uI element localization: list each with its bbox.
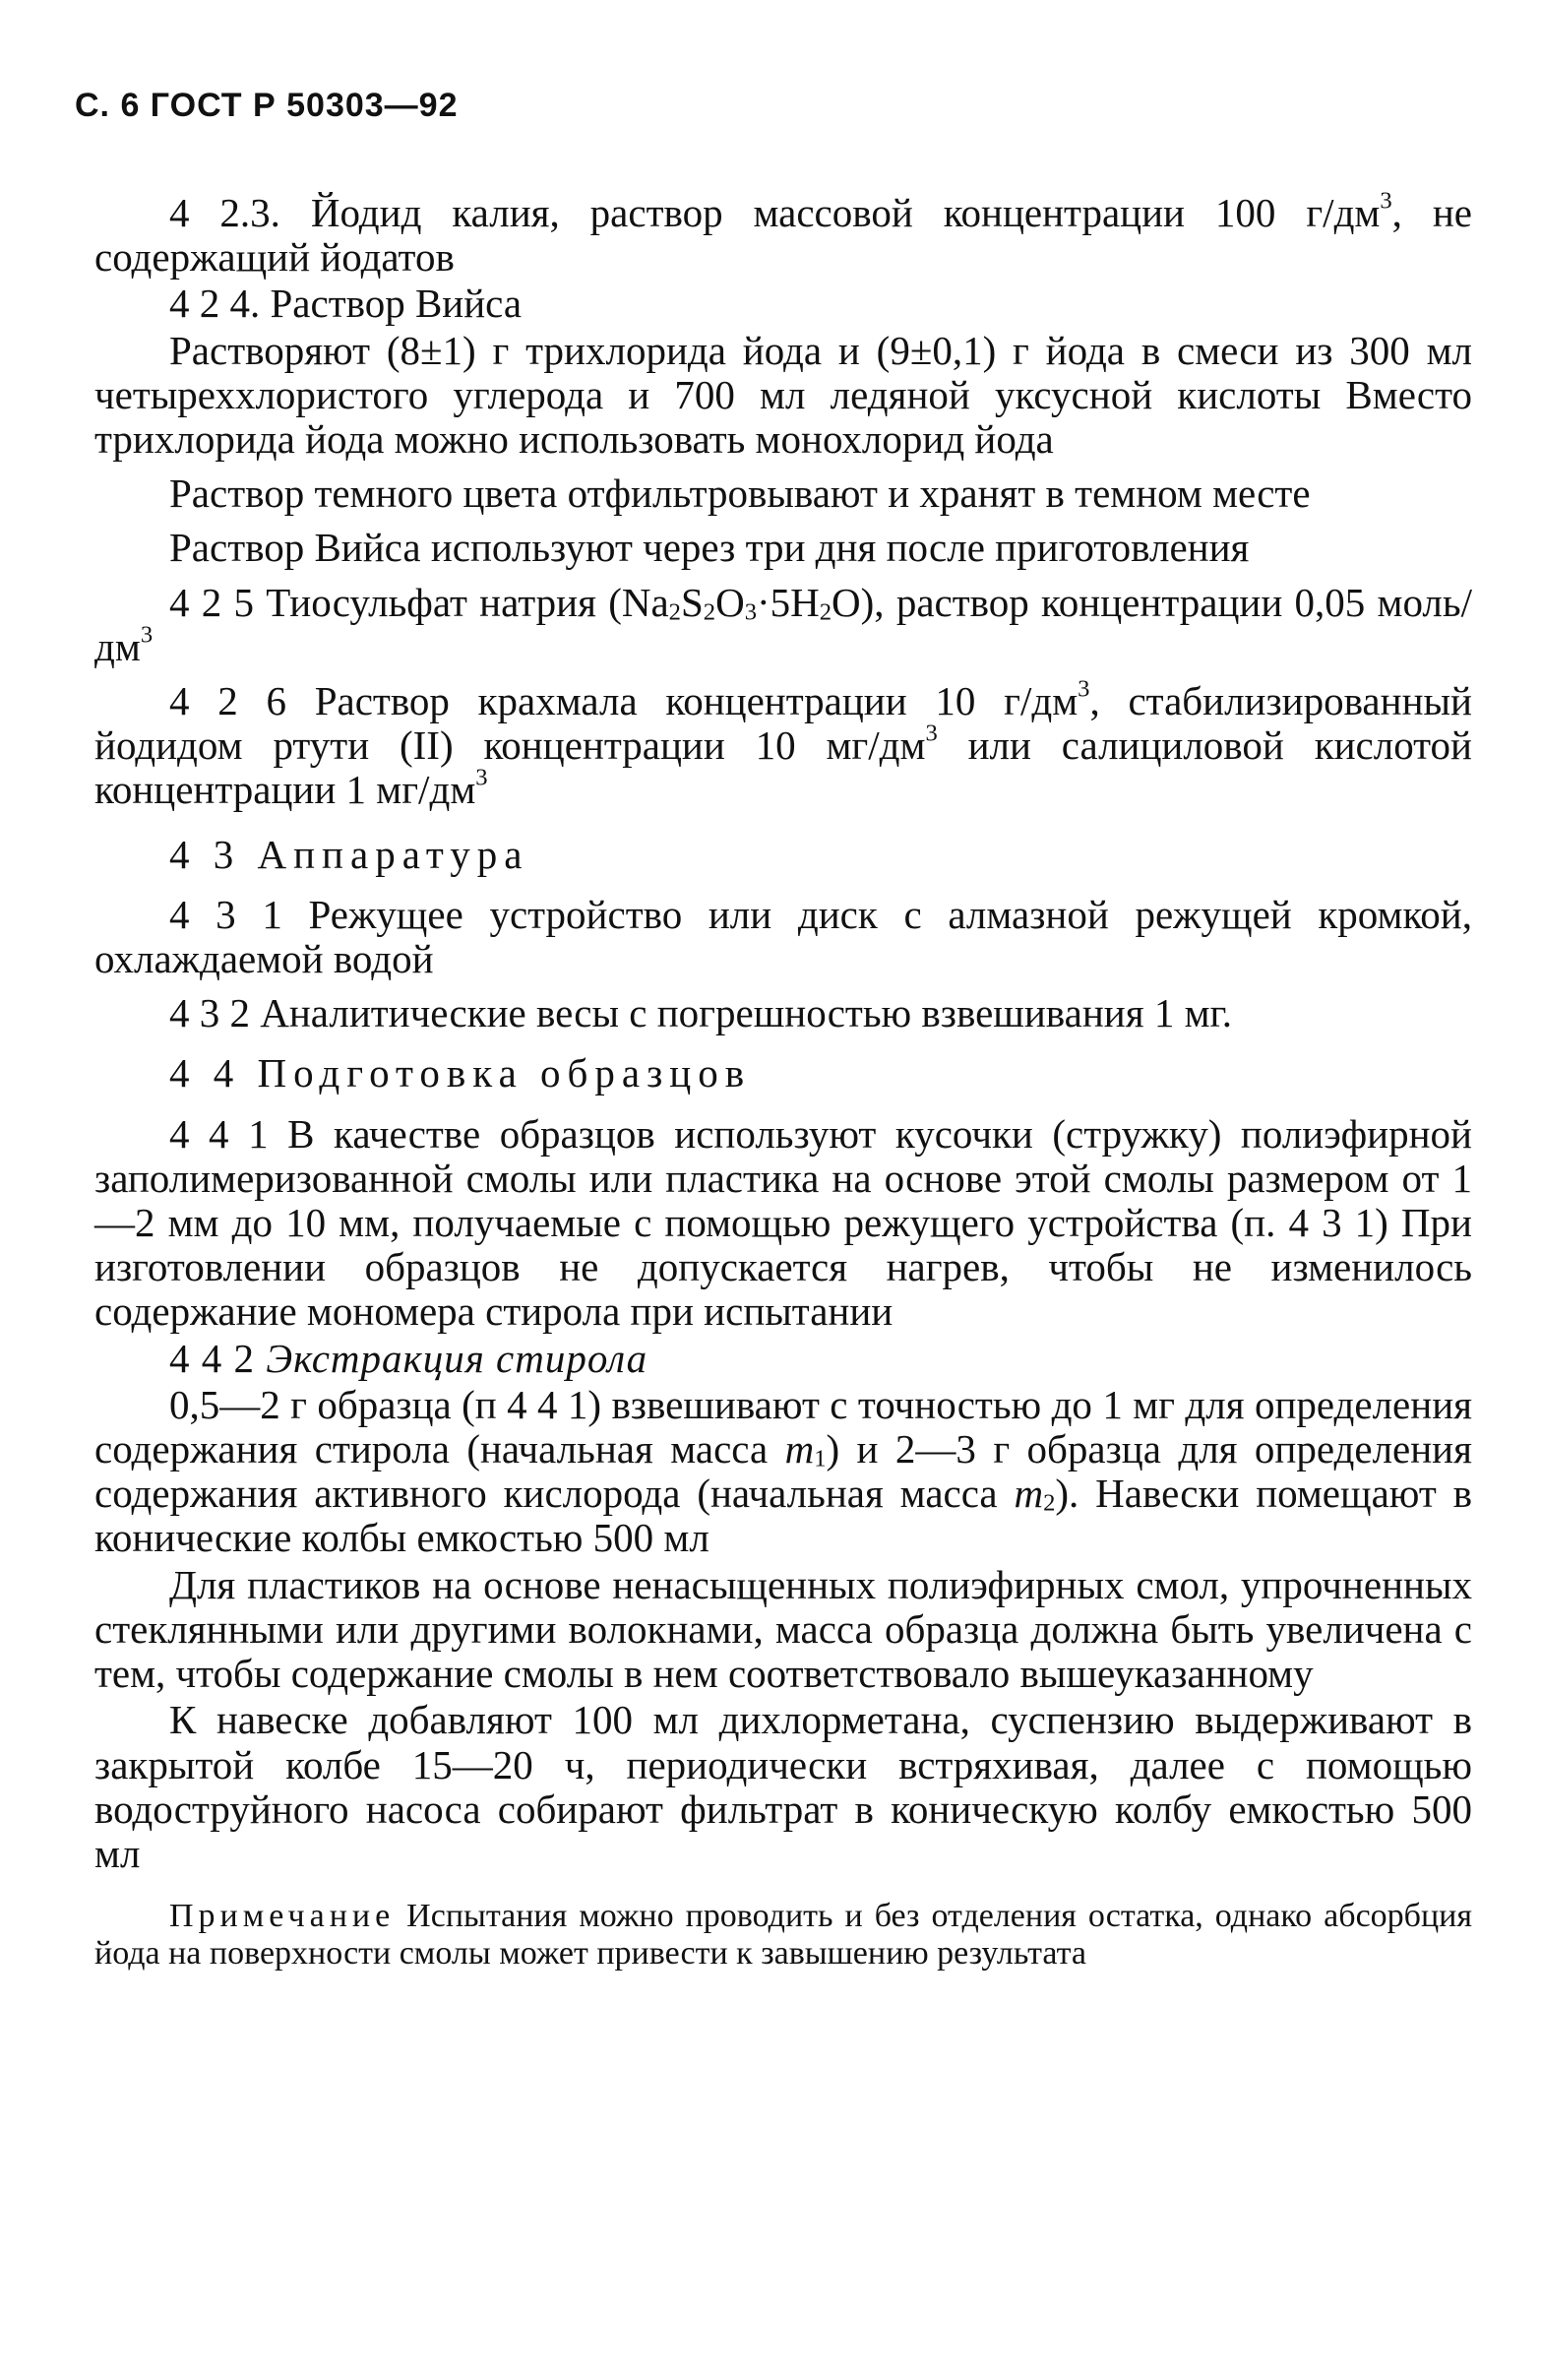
body-text (94, 187, 1472, 1973)
clause-4-2-6: 4 2 6 Раствор крахмала концентрации 10 $г/дм^3$, стабилизированный йодидом ртути (II) концентрации 10 $мг/дм^3$ или салициловой кислотой концентрации 1 $мг/дм^3$ (94, 675, 1472, 813)
extraction-paragraph: 0,5—2 г образца (п 4 4 1) взвешивают с точностью до 1 мг для определения содержания стирола (начальная масса $m_1$) и 2—3 г образца для определения содержания активного кислорода (начальная масса $m_2$). Навески помещают в конические колбы емкостью 500 мл (94, 1381, 1472, 1561)
clause-4-2-3: 4 2.3. Йодид калия, раствор массовой концентрации 100 $г/дм^3$, не содержащий йодатов (94, 187, 1472, 281)
note-label: Примечание (169, 1898, 396, 1935)
clause-4-4-1: 4 4 1 В качестве образцов используют кусочки (стружку) полиэфирной заполимеризованной смолы или пластика на основе этой смолы размером от 1—2 мм до 10 мм, получаемые с помощью режущего устройства (п. 4 3 1) При изготовлении образцов не допускается нагрев, чтобы не изменилось содержание мономера стирола при испытании (94, 1110, 1472, 1335)
section-heading-4-4-2: 4 4 2 Экстракция стирола (169, 1335, 648, 1381)
section-heading-4-3: 4 3 Аппаратура (169, 831, 529, 877)
section-heading-4-4: 4 4 Подготовка образцов (169, 1050, 752, 1096)
clause-4-3-1: 4 3 1 Режущее устройство или диск с алмазной режущей кромкой, охлаждаемой водой (94, 891, 1472, 982)
note (94, 1898, 1472, 1973)
wijs-use-paragraph: Раствор Вийса используют через три дня после приготовления (169, 525, 1250, 571)
plastics-paragraph: Для пластиков на основе ненасыщенных полиэфирных смол, упрочненных стеклянными или другими волокнами, масса образца должна быть увеличена с тем, чтобы содержание смолы в нем соответствовало вышеуказанному (94, 1561, 1472, 1697)
wijs-filter-paragraph: Раствор темного цвета отфильтровывают и хранят в темном месте (169, 470, 1311, 517)
running-head: С. 6 ГОСТ Р 50303—92 (75, 87, 459, 124)
wijs-preparation-paragraph: Растворяют (8±1) г трихлорида йода и (9±0,1) г йода в смеси из 300 мл четыреххлористого углерода и 700 мл ледяной уксусной кислоты Вместо трихлорида йода можно использовать монохлорид йода (94, 327, 1472, 463)
clause-4-3-2: 4 3 2 Аналитические весы с погрешностью взвешивания 1 мг. (169, 990, 1232, 1036)
dichloromethane-paragraph: К навеске добавляют 100 мл дихлорметана, суспензию выдерживают в закрытой колбе 15—20 ч, периодически встряхивая, далее с помощью водоструйного насоса собирают фильтрат в коническую колбу емкостью 500 мл (94, 1697, 1472, 1876)
note-text: Испытания можно проводить и без отделения остатка, однако абсорбция йода на поверхности смолы может привести к завышению результата (94, 1898, 1472, 1973)
clause-4-2-4: 4 2 4. Раствор Вийса (169, 281, 523, 327)
clause-4-2-5: 4 2 5 Тиосульфат натрия $(Na_2S_2O_3\cdot 5H_2O)$, раствор концентрации 0,05 моль/$дм^3$ (94, 579, 1472, 669)
